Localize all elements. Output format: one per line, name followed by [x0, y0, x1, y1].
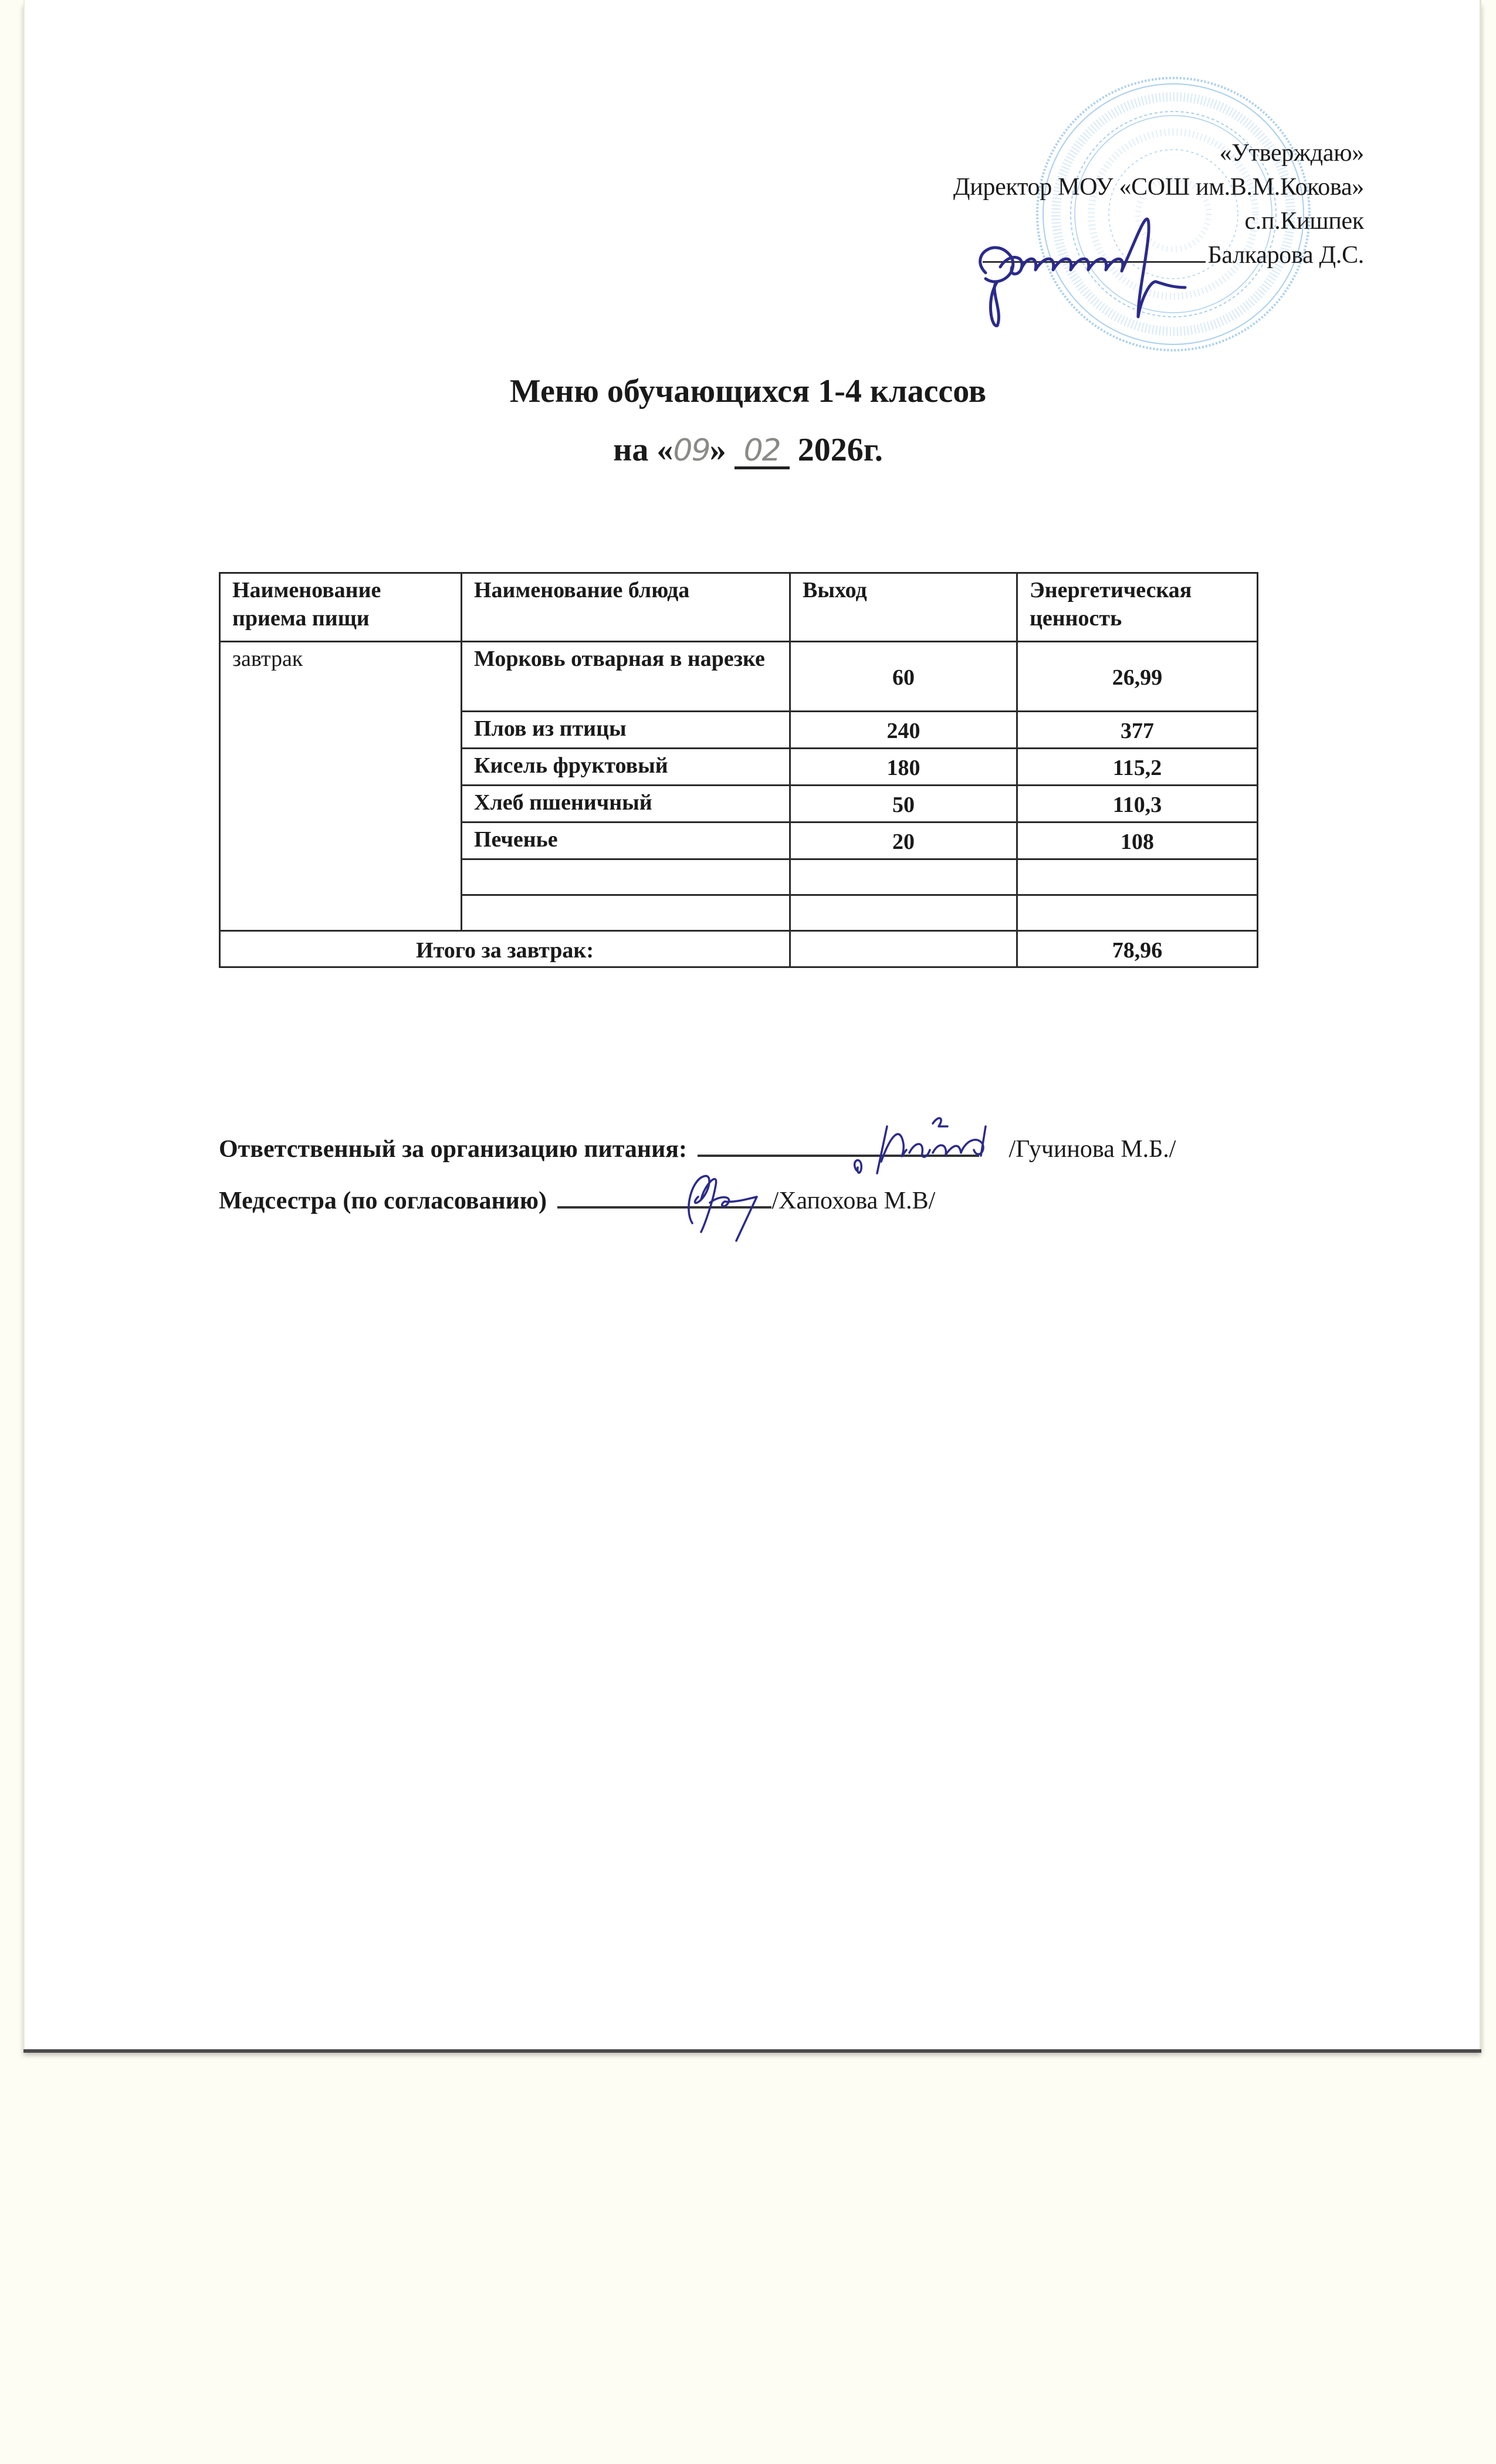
header-dish: Наименование блюда [462, 573, 790, 642]
approval-position: Директор МОУ «СОШ им.В.М.Кокова» [953, 174, 1364, 201]
dish-cell [462, 895, 790, 931]
dish-cell: Плов из птицы [462, 712, 790, 749]
yield-cell: 60 [790, 642, 1017, 712]
approval-signer-name: Балкарова Д.С. [1207, 242, 1364, 269]
dish-cell: Морковь отварная в нарезке [462, 642, 790, 712]
nurse-name: /Хапохова М.В/ [771, 1187, 936, 1214]
dish-cell: Печенье [462, 823, 790, 859]
table-header-row [220, 573, 1258, 642]
yield-cell: 20 [790, 823, 1017, 859]
page-title: Меню обучающихся 1-4 классов [509, 373, 987, 409]
total-energy: 78,96 [1017, 931, 1258, 967]
energy-cell: 377 [1017, 712, 1258, 749]
nurse-label: Медсестра (по согласованию) [219, 1187, 547, 1214]
yield-cell: 240 [790, 712, 1017, 749]
yield-cell [790, 859, 1017, 895]
yield-cell: 50 [790, 786, 1017, 823]
table-row [220, 642, 1258, 712]
dish-cell: Кисель фруктовый [462, 749, 790, 786]
nurse-signature-icon [669, 1167, 786, 1244]
date-year: 2026г. [797, 432, 883, 468]
yield-cell [790, 895, 1017, 931]
menu-date [0, 431, 1496, 469]
nurse-signature-line [219, 1187, 935, 1215]
energy-cell: 108 [1017, 823, 1258, 859]
total-label: Итого за завтрак: [220, 931, 790, 967]
date-month: 02 [743, 433, 780, 468]
energy-cell [1017, 895, 1258, 931]
header-meal: Наименование приема пищи [220, 573, 462, 642]
responsible-name: /Гучинова М.Б./ [1008, 1136, 1176, 1163]
director-signature-icon [962, 199, 1197, 334]
responsible-signature-icon [845, 1109, 1038, 1179]
meal-cell: завтрак [220, 642, 462, 931]
header-yield: Выход [790, 573, 1017, 642]
date-day: 09 [673, 433, 710, 468]
approval-title: «Утверждаю» [1219, 140, 1364, 167]
date-mid: » [709, 432, 726, 468]
dish-cell [462, 859, 790, 895]
dish-cell: Хлеб пшеничный [462, 786, 790, 823]
header-energy: Энергетическая ценность [1017, 573, 1258, 642]
energy-cell [1017, 859, 1258, 895]
energy-cell: 110,3 [1017, 786, 1258, 823]
table-total-row [220, 931, 1258, 967]
responsible-label: Ответственный за организацию питания: [219, 1136, 687, 1163]
approval-location: с.п.Кишпек [1244, 208, 1364, 235]
date-prefix: на « [613, 432, 673, 468]
menu-table [219, 572, 1258, 968]
total-yield [790, 931, 1017, 967]
energy-cell: 115,2 [1017, 749, 1258, 786]
yield-cell: 180 [790, 749, 1017, 786]
energy-cell: 26,99 [1017, 642, 1258, 712]
